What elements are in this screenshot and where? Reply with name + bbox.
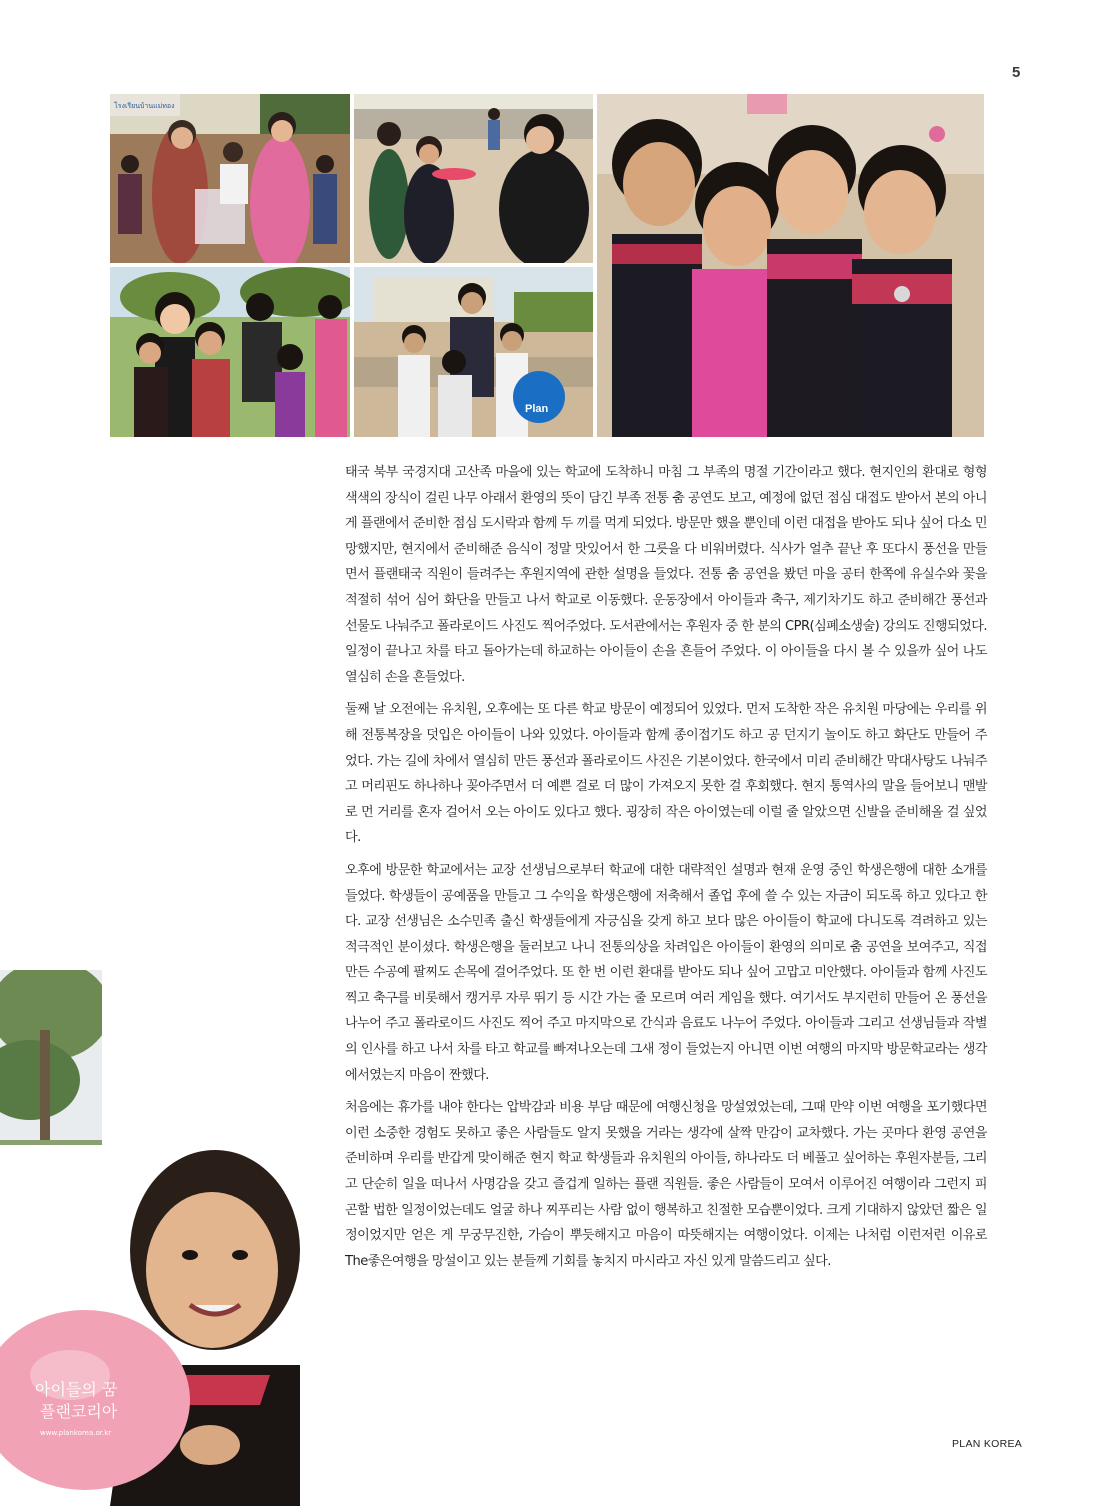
plan-balloon-text: Plan <box>525 403 549 415</box>
photo-boys-plan-balloon <box>354 267 593 437</box>
photo-balloon-kids <box>354 94 593 263</box>
article-paragraph: 처음에는 휴가를 내야 한다는 압박감과 비용 부담 때문에 여행신청을 망설였었는데, 그때 만약 이번 여행을 포기했다면 이런 소중한 경험도 못하고 좋은 사람들도 알지 못했을 거라는 생각에 살짝 만감이 교차했다. 가는 곳마다 환영 공연을 준비하며 우리를 반갑게 맞이해준 현지 학교 학생들과 유치원의 아이들, 하나라도 더 베풀고 싶어하는 후원자분들, 그리고 단순히 일을 떠나서 사명감을 갖고 즐겁게 일하는 플랜 직원들. 좋은 사람들이 모여서 이루어진 여행이라 그런지 피곤할 법한 일정이었는데도 얼굴 하나 찌푸리는 사람 없이 행복하고 친절한 모습뿐이었다. 크게 기대하지 않았던 짧은 일정이었지만 얻은 게 무궁무진한, 가슴이 뿌듯해지고 마음이 따뜻해지는 여행이었다. 이제는 나처럼 이런저런 이유로 The좋은여행을 망설이고 있는 분들께 기회를 놓치지 마시라고 자신 있게 말씀드리고 싶다. <box>345 1100 987 1269</box>
photo-school-gift-giving <box>110 94 350 263</box>
article-body <box>345 460 987 1281</box>
article-paragraph: 둘째 날 오전에는 유치원, 오후에는 또 다른 학교 방문이 예정되어 있었다. 먼저 도착한 작은 유치원 마당에는 우리를 위해 전통복장을 덧입은 아이들이 나와 있었다. 아이들과 함께 종이접기도 하고 공 던지기 놀이도 하고 화단도 만들어 주었다. 가는 길에 차에서 열심히 만든 풍선과 폴라로이드 사진은 기본이었다. 한국에서 미리 준비해간 막대사탕도 나눠주고 머리핀도 하나하나 꽂아주면서 더 예쁜 걸로 더 많이 가져오지 못한 걸 후회했다. 현지 통역사의 말을 들어보니 맨발로 먼 거리를 혼자 걸어서 오는 아이도 있다고 했다. 굉장히 작은 아이였는데 이럴 줄 알았으면 신발을 준비해올 걸 싶었다. <box>345 702 987 846</box>
photo-girl-with-balloon <box>0 1145 300 1506</box>
footer-publisher: PLAN KOREA <box>952 1438 1023 1450</box>
page-number: 5 <box>1012 64 1021 81</box>
article-paragraph: 태국 북부 국경지대 고산족 마을에 있는 학교에 도착하니 마침 그 부족의 명절 기간이라고 했다. 현지인의 환대로 형형색색의 장식이 걸린 나무 아래서 환영의 뜻이 담긴 부족 전통 춤 공연도 보고, 예정에 없던 점심 대접도 받아서 본의 아니게 플랜에서 준비한 점심 도시락과 함께 두 끼를 먹게 되었다. 방문만 했을 뿐인데 이런 대접을 받아도 되나 싶어 다소 민망했지만, 현지에서 준비해준 음식이 정말 맛있어서 한 그릇을 다 비워버렸다. 식사가 얼추 끝난 후 또다시 풍선을 만들면서 플랜태국 직원이 들려주는 후원지역에 관한 설명을 들었다. 전통 춤 공연을 봤던 마을 공터 한쪽에 유실수와 꽃을 적절히 섞어 심어 화단을 만들고 나서 학교로 이동했다. 운동장에서 아이들과 축구, 제기차기도 하고 준비해간 풍선과 선물도 나눠주고 폴라로이드 사진도 찍어주었다. 도서관에서는 후원자 중 한 분의 CPR(심폐소생술) 강의도 진행되었다. 일정이 끝나고 차를 타고 돌아가는데 하교하는 아이들이 손을 흔들어 주었다. 이 아이들을 다시 볼 수 있을까 싶어 나도 열심히 손을 흔들었다. <box>345 465 987 685</box>
balloon-text-1: 아이들의 꿈 <box>35 1380 118 1399</box>
photo-volunteer-with-girls <box>110 267 350 437</box>
balloon-text-3: www.plankorea.or.kr <box>40 1429 112 1437</box>
article-paragraph: 오후에 방문한 학교에서는 교장 선생님으로부터 학교에 대한 대략적인 설명과 현재 운영 중인 학생은행에 대한 소개를 들었다. 학생들이 공예품을 만들고 그 수익을 학생은행에 저축해서 졸업 후에 쓸 수 있는 자금이 되도록 하고 있다고 한다. 교장 선생님은 소수민족 출신 학생들에게 자긍심을 갖게 하고 보다 많은 아이들이 학교에 다니도록 격려하고 있는 적극적인 분이셨다. 학생은행을 둘러보고 나니 전통의상을 차려입은 아이들이 환영의 의미로 춤 공연을 보여주고, 직접 만든 수공예 팔찌도 손목에 걸어주었다. 또 한 번 이런 환대를 받아도 되나 싶어 고맙고 미안했다. 아이들과 함께 사진도 찍고 축구를 비롯해서 캥거루 자루 뛰기 등 시간 가는 줄 모르며 여러 게임을 했다. 여기서도 부지런히 만들어 온 풍선을 나누어 주고 폴라로이드 사진도 찍어 주고 마지막으로 간식과 음료도 나누어 주었다. 아이들과 그리고 선생님들과 작별의 인사를 하고 나서 차를 타고 학교를 빠져나오는데 그새 정이 들었는지 아니면 이번 여행의 마지막 방문학교라는 생각에서였는지 마음이 짠했다. <box>345 862 987 1083</box>
balloon-text-2: 플랜코리아 <box>40 1402 118 1421</box>
school-sign-text: โรงเรียนบ้านแม่ทอง <box>114 102 175 110</box>
photo-children-traditional-dress <box>597 94 984 437</box>
